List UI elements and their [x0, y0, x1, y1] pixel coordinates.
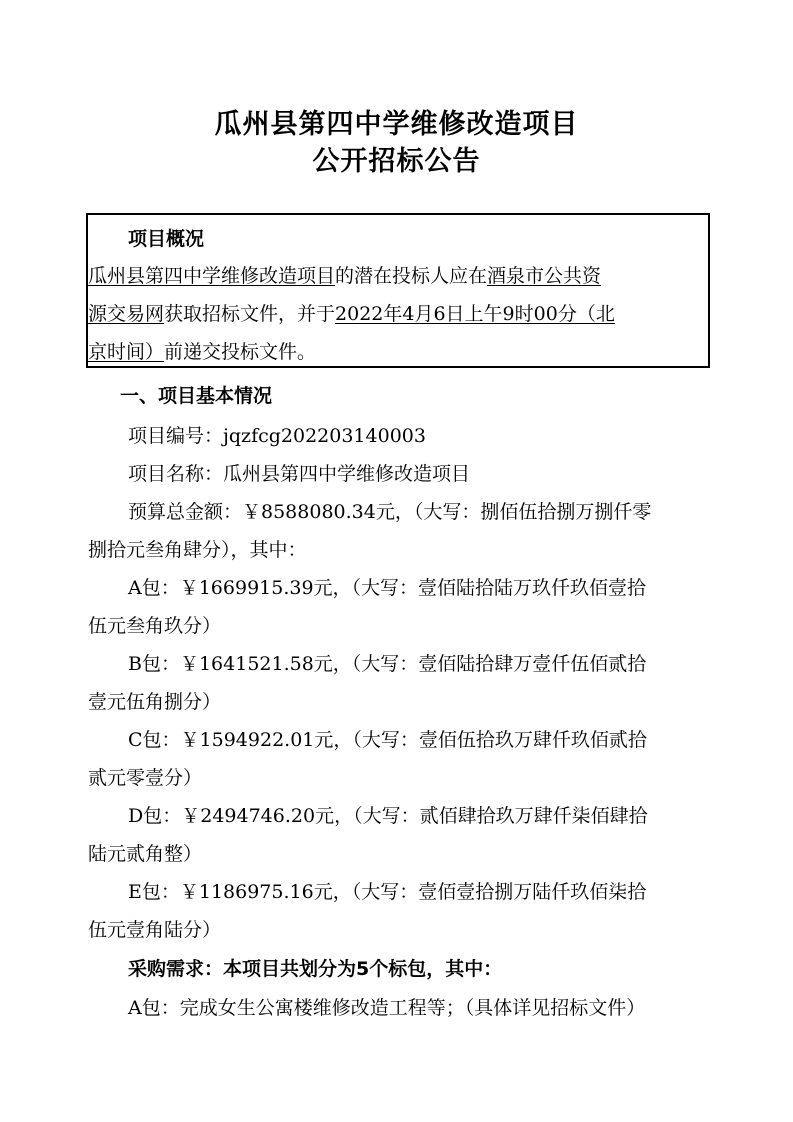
package-d-line-2: 陆元贰角整） [88, 843, 203, 865]
overview-text-3: 前递交投标文件。 [164, 341, 317, 363]
overview-site-part2: 源交易网 [88, 303, 165, 325]
package-c-line-2: 贰元零壹分） [88, 767, 203, 789]
document-subtitle: 公开招标公告 [312, 146, 481, 177]
project-number: 项目编号：jqzfcg202203140003 [128, 425, 426, 447]
procurement-requirements: 采购需求：本项目共划分为5个标包，其中： [128, 958, 503, 980]
overview-line-1 [88, 264, 601, 288]
package-e-line-1: E包：￥1186975.16元，（大写：壹佰壹拾捌万陆仟玖佰柒拾 [128, 881, 647, 903]
overview-text-1: 的潜在投标人应在 [335, 265, 488, 287]
budget-line-2: 捌拾元叁角肆分），其中： [88, 539, 307, 561]
overview-site-part1: 酒泉市公共资 [487, 265, 602, 287]
requirement-package-a: A包：完成女生公寓楼维修改造工程等；（具体详见招标文件） [128, 997, 646, 1019]
overview-deadline-part2: 京时间） [88, 341, 165, 363]
package-b-line-2: 壹元伍角捌分） [88, 691, 222, 713]
package-e-line-2: 伍元壹角陆分） [88, 919, 222, 941]
overview-line-3 [88, 340, 316, 364]
package-a-line-2: 伍元叁角玖分） [88, 615, 222, 637]
overview-deadline-part1: 2022年4月6日上午9时00分（北 [335, 303, 615, 325]
overview-text-2: 获取招标文件，并于 [164, 303, 336, 325]
package-c-line-1: C包：￥1594922.01元，（大写：壹佰伍拾玖万肆仟玖佰贰拾 [128, 729, 647, 751]
overview-project-name: 瓜州县第四中学维修改造项目 [88, 265, 336, 287]
package-b-line-1: B包：￥1641521.58元，（大写：壹佰陆拾肆万壹仟伍佰贰拾 [128, 653, 647, 675]
budget-line-1: 预算总金额：￥8588080.34元，（大写：捌佰伍拾捌万捌仟零 [128, 501, 652, 523]
project-name: 项目名称：瓜州县第四中学维修改造项目 [128, 463, 471, 485]
overview-line-2 [88, 302, 615, 326]
document-title: 瓜州县第四中学维修改造项目 [214, 109, 579, 140]
package-a-line-1: A包：￥1669915.39元，（大写：壹佰陆拾陆万玖仟玖佰壹拾 [128, 577, 647, 599]
package-d-line-1: D包：￥2494746.20元，（大写：贰佰肆拾玖万肆仟柒佰肆拾 [128, 805, 648, 827]
overview-heading: 项目概况 [128, 228, 205, 250]
section-heading-basic-info: 一、项目基本情况 [120, 385, 273, 407]
